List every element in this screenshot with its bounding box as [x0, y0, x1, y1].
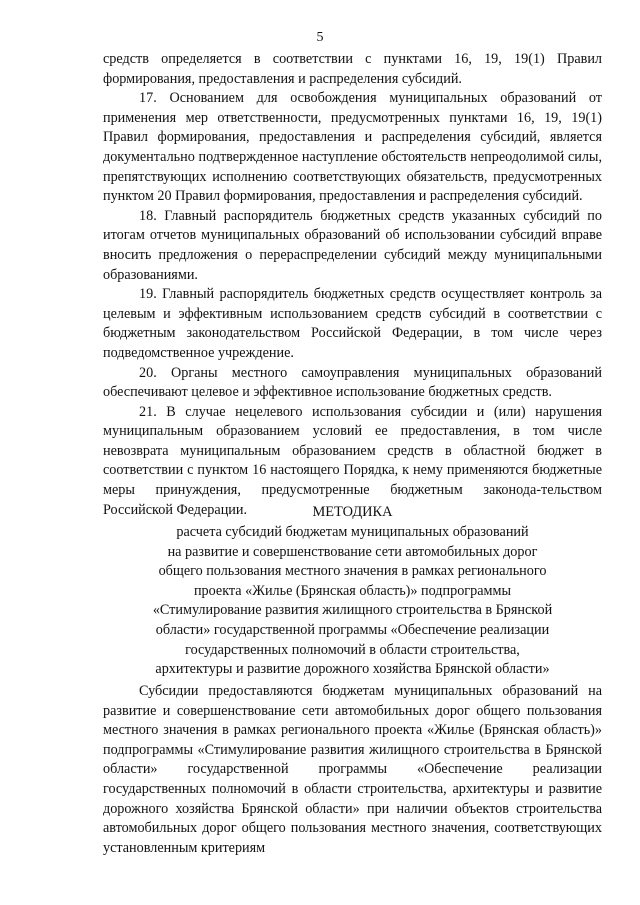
- subheading-line: на развитие и совершенствование сети автомобильных дорог: [167, 543, 538, 560]
- subheading-line: архитектуры и развитие дорожного хозяйства Брянской области»: [155, 661, 550, 678]
- paragraph-continuation: средств определяется в соответствии с пунктами 16, 19, 19(1) Правил формирования, предоставления и распределения субсидий.: [103, 51, 602, 87]
- page-number: 5: [316, 30, 324, 45]
- section-heading: МЕТОДИКА: [312, 504, 393, 520]
- paragraph-methodology-intro: Субсидии предоставляются бюджетам муниципальных образований на развитие и совершенствование сети автомобильных дорог общего пользования местного значения в рамках регионального проекта «Жилье (Брянская область)» подпрограммы «Стимулирование развития жилищного строительства в Брянской области» государственной программы «Обеспечение реализации государственных полномочий в области строительства, архитектуры и развитие дорожного хозяйства Брянской области» при наличии объектов строительства автомобильных дорог общего пользования местного значения, соответствующих установленным критериям: [103, 683, 602, 856]
- subheading-line: области» государственной программы «Обеспечение реализации: [155, 621, 550, 638]
- paragraph-17: 17. Основанием для освобождения муниципальных образований от применения мер ответственности, предусмотренных пунктами 16, 19, 19(1) Правил формирования, предоставления и распределения субсидий, является документально подтвержденное наступление обстоятельств непреодолимой силы, препятствующих исполнению соответствующих обязательств, предусмотренных пунктом 20 Правил формирования, предоставления и распределения субсидий.: [103, 90, 602, 205]
- paragraph-18: 18. Главный распорядитель бюджетных средств указанных субсидий по итогам отчетов муниципальных образований об использовании субсидий вправе вносить предложения о перераспределении субсидий между муниципальными образованиями.: [103, 207, 602, 283]
- subheading-line: «Стимулирование развития жилищного строительства в Брянской: [152, 602, 553, 619]
- top-text-block: [103, 50, 602, 520]
- subheading-line: государственных полномочий в области строительства,: [185, 641, 520, 658]
- paragraph-20: 20. Органы местного самоуправления муниципальных образований обеспечивают целевое и эффективное использование бюджетных средств.: [103, 364, 602, 401]
- paragraph-21: 21. В случае нецелевого использования субсидии и (или) нарушения муниципальным образованием условий ее предоставления, в том числе невозврата муниципальным образованием средств в областной бюджет в соответствии с пунктом 16 настоящего Порядка, к нему применяются бюджетные меры принуждения, предусмотренные бюджетным законода-тельством Российской Федерации.: [103, 403, 602, 518]
- paragraph-19: 19. Главный распорядитель бюджетных средств осуществляет контроль за целевым и эффективным использованием средств субсидий в соответствии с бюджетным законодательством Российской Федерации, в том числе через подведомственное учреждение.: [103, 286, 602, 361]
- section-subheading: [103, 523, 602, 680]
- bottom-text-block: [103, 682, 602, 858]
- subheading-line: общего пользования местного значения в рамках регионального: [158, 563, 547, 580]
- subheading-line: расчета субсидий бюджетам муниципальных образований: [176, 524, 529, 540]
- subheading-line: проекта «Жилье (Брянская область)» подпрограммы: [193, 582, 512, 599]
